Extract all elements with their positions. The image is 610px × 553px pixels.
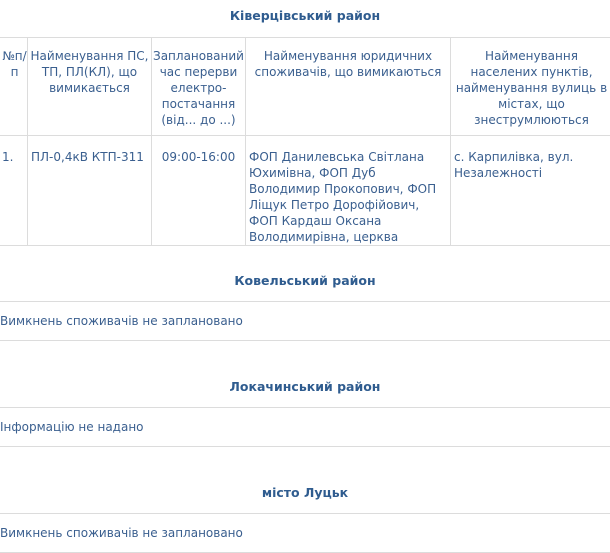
cell-time: 09:00-16:00	[152, 136, 246, 246]
district-title-kivertsi: Ківерцівський район	[0, 8, 610, 23]
cell-locations: с. Карпилівка, вул. Незалежності	[451, 136, 610, 246]
header-locations: Найменування населених пунктів, найменування вулиць в містах, що знеструмлюються	[451, 38, 610, 136]
header-object: Найменування ПС, ТП, ПЛ(КЛ), що вимикається	[28, 38, 152, 136]
cell-object: ПЛ-0,4кВ КТП-311	[28, 136, 152, 246]
district-title-kovel: Ковельський район	[0, 273, 610, 288]
district-title-lutsk: місто Луцьк	[0, 485, 610, 500]
header-number: №п/п	[0, 38, 28, 136]
district-message-lokachi: Інформацію не надано	[0, 407, 610, 447]
district-message-lutsk: Вимкнень споживачів не заплановано	[0, 513, 610, 553]
cell-consumers: ФОП Данилевська Світлана Юхимівна, ФОП Дуб Володимир Прокопович, ФОП Ліщук Петро Дорофійович, ФОП Кардаш Оксана Володимирівна, церква	[246, 136, 451, 246]
table-row	[0, 136, 610, 246]
header-consumers: Найменування юридичних споживачів, що вимикаються	[246, 38, 451, 136]
table-header-row	[0, 38, 610, 136]
cell-number: 1.	[0, 136, 28, 246]
outage-table-kivertsi	[0, 37, 610, 246]
header-time: Запланований час перерви електро-постачання (від... до ...)	[152, 38, 246, 136]
district-title-lokachi: Локачинський район	[0, 379, 610, 394]
district-message-kovel: Вимкнень споживачів не заплановано	[0, 301, 610, 341]
